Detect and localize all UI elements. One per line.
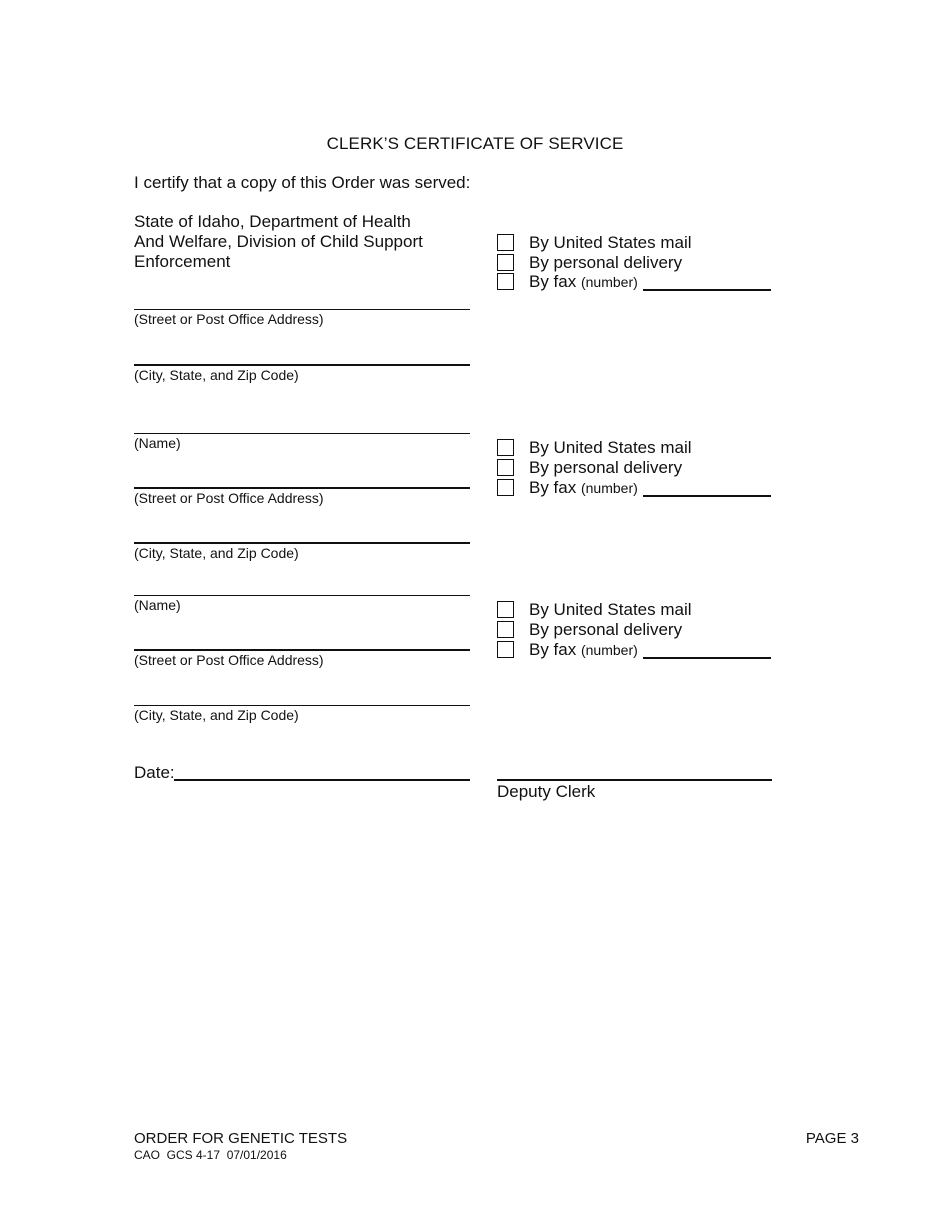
recipient-2-name-caption: (Name) [134, 435, 181, 451]
deputy-clerk-label: Deputy Clerk [497, 782, 596, 801]
date-label: Date: [134, 763, 175, 782]
mail-checkbox[interactable] [497, 439, 514, 456]
footer-document-title: ORDER FOR GENETIC TESTS [134, 1130, 348, 1147]
date-field[interactable] [174, 779, 470, 781]
fax-number-field[interactable] [643, 289, 771, 291]
fax-label [529, 640, 638, 660]
recipient-3-mail-option[interactable] [497, 600, 772, 620]
personal-delivery-checkbox[interactable] [497, 254, 514, 271]
recipient-1-personal-option[interactable] [497, 253, 772, 273]
fax-text: By fax [529, 478, 577, 497]
certification-statement: I certify that a copy of this Order was served: [134, 173, 471, 192]
fax-number-field[interactable] [643, 657, 771, 659]
recipient-1-name-line: Enforcement [134, 252, 231, 271]
recipient-3-personal-option[interactable] [497, 620, 772, 640]
fax-checkbox[interactable] [497, 641, 514, 658]
recipient-2-mail-option[interactable] [497, 438, 772, 458]
recipient-1-street-caption: (Street or Post Office Address) [134, 311, 324, 327]
recipient-2-fax-option[interactable] [497, 478, 772, 498]
personal-delivery-checkbox[interactable] [497, 459, 514, 476]
personal-delivery-label: By personal delivery [529, 620, 683, 639]
fax-text: By fax [529, 640, 577, 659]
fax-number-hint: (number) [580, 480, 638, 496]
fax-label [529, 478, 638, 498]
fax-label [529, 272, 638, 292]
recipient-3-name-field[interactable] [134, 595, 470, 596]
recipient-3-name-caption: (Name) [134, 597, 181, 613]
deputy-clerk-signature-field[interactable] [497, 779, 772, 781]
recipient-1-city-caption: (City, State, and Zip Code) [134, 367, 299, 383]
recipient-1-name-line: And Welfare, Division of Child Support [134, 232, 423, 251]
recipient-2-street-caption: (Street or Post Office Address) [134, 490, 324, 506]
recipient-3-street-caption: (Street or Post Office Address) [134, 652, 324, 668]
mail-label: By United States mail [529, 438, 692, 457]
recipient-1-mail-option[interactable] [497, 233, 772, 253]
personal-delivery-label: By personal delivery [529, 458, 683, 477]
recipient-1-name [134, 212, 464, 272]
recipient-2-name-field[interactable] [134, 433, 470, 434]
recipient-2-city-caption: (City, State, and Zip Code) [134, 545, 299, 561]
fax-number-hint: (number) [580, 642, 638, 658]
page-title: CLERK’S CERTIFICATE OF SERVICE [326, 134, 624, 153]
recipient-1-fax-option[interactable] [497, 272, 772, 292]
recipient-1-street-field[interactable] [134, 309, 470, 310]
mail-checkbox[interactable] [497, 601, 514, 618]
recipient-3-city-caption: (City, State, and Zip Code) [134, 707, 299, 723]
recipient-2-city-field[interactable] [134, 542, 470, 544]
recipient-1-name-line: State of Idaho, Department of Health [134, 212, 411, 231]
fax-text: By fax [529, 272, 577, 291]
recipient-3-city-field[interactable] [134, 705, 470, 706]
footer-form-code: CAO GCS 4-17 07/01/2016 [134, 1148, 287, 1162]
recipient-3-street-field[interactable] [134, 649, 470, 651]
fax-number-field[interactable] [643, 495, 771, 497]
fax-checkbox[interactable] [497, 273, 514, 290]
recipient-3-fax-option[interactable] [497, 640, 772, 660]
footer-page-number: PAGE 3 [805, 1130, 859, 1147]
mail-label: By United States mail [529, 600, 692, 619]
fax-checkbox[interactable] [497, 479, 514, 496]
personal-delivery-checkbox[interactable] [497, 621, 514, 638]
mail-checkbox[interactable] [497, 234, 514, 251]
recipient-2-personal-option[interactable] [497, 458, 772, 478]
fax-number-hint: (number) [580, 274, 638, 290]
recipient-1-city-field[interactable] [134, 364, 470, 366]
personal-delivery-label: By personal delivery [529, 253, 683, 272]
recipient-2-street-field[interactable] [134, 487, 470, 489]
mail-label: By United States mail [529, 233, 692, 252]
